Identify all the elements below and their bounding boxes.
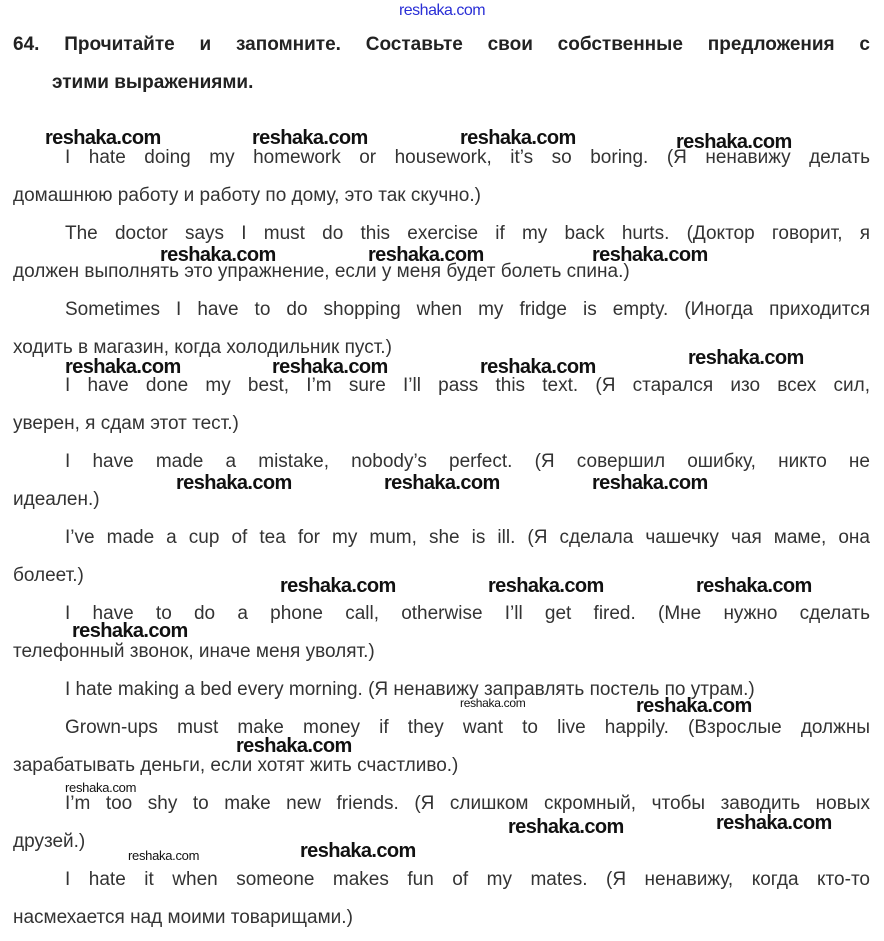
paragraph-first-line: I hate doing my homework or housework, it’s so boring. (Я ненавижу делать xyxy=(65,147,870,168)
paragraph-line: ходить в магазин, когда холодильник пуст.) xyxy=(13,337,392,358)
paragraph-line: насмехается над моими товарищами.) xyxy=(13,907,353,928)
watermark: reshaka.com xyxy=(176,472,292,494)
paragraph-line: домашнюю работу и работу по дому, это так скучно.) xyxy=(13,185,481,206)
watermark: reshaka.com xyxy=(45,127,161,149)
paragraph-first-line: I have made a mistake, nobody’s perfect. (Я совершил ошибку, никто не xyxy=(65,451,870,472)
watermark: reshaka.com xyxy=(716,812,832,834)
watermark: reshaka.com xyxy=(252,127,368,149)
watermark: reshaka.com xyxy=(128,848,200,863)
paragraph-line: идеален.) xyxy=(13,489,100,510)
watermark: reshaka.com xyxy=(300,840,416,862)
watermark: reshaka.com xyxy=(160,244,276,266)
exercise-title-line1: 64. Прочитайте и запомните. Составьте свои собственные предложения с xyxy=(13,34,870,55)
watermark: reshaka.com xyxy=(72,620,188,642)
paragraph-line: друзей.) xyxy=(13,831,86,852)
exercise-title xyxy=(13,33,870,95)
paragraph-first-line: The doctor says I must do this exercise if my back hurts. (Доктор говорит, я xyxy=(65,223,870,244)
paragraph-first-line: I’m too shy to make new friends. (Я слишком скромный, чтобы заводить новых xyxy=(65,793,870,814)
exercise-title-line2: этими выражениями. xyxy=(52,72,254,93)
paragraph-first-line: I’ve made a cup of tea for my mum, she is ill. (Я сделала чашечку чая маме, она xyxy=(65,527,870,548)
paragraph-line: телефонный звонок, иначе меня уволят.) xyxy=(13,641,375,662)
watermark: reshaka.com xyxy=(676,131,792,153)
watermark: reshaka.com xyxy=(368,244,484,266)
paragraph-line: уверен, я сдам этот тест.) xyxy=(13,413,239,434)
watermark: reshaka.com xyxy=(488,575,604,597)
paragraph-first-line: I hate it when someone makes fun of my mates. (Я ненавижу, когда кто-то xyxy=(65,869,870,890)
paragraph-first-line: I have to do a phone call, otherwise I’ll get fired. (Мне нужно сделать xyxy=(65,603,870,624)
watermark: reshaka.com xyxy=(688,347,804,369)
paragraph-line: должен выполнять это упражнение, если у меня будет болеть спина.) xyxy=(13,261,630,282)
watermark: reshaka.com xyxy=(592,244,708,266)
watermark: reshaka.com xyxy=(460,696,526,710)
paragraph-first-line: Grown-ups must make money if they want to live happily. (Взрослые должны xyxy=(65,717,870,738)
watermark: reshaka.com xyxy=(280,575,396,597)
watermark: reshaka.com xyxy=(592,472,708,494)
paragraph-line: болеет.) xyxy=(13,565,84,586)
watermark: reshaka.com xyxy=(236,735,352,757)
paragraph-first-line: Sometimes I have to do shopping when my fridge is empty. (Иногда приходится xyxy=(65,299,870,320)
watermark: reshaka.com xyxy=(460,127,576,149)
watermark: reshaka.com xyxy=(272,356,388,378)
watermark: reshaka.com xyxy=(508,816,624,838)
watermark: reshaka.com xyxy=(480,356,596,378)
watermark: reshaka.com xyxy=(65,356,181,378)
watermark: reshaka.com xyxy=(65,780,137,795)
watermark: reshaka.com xyxy=(636,695,752,717)
paragraph-first-line: I have done my best, I’m sure I’ll pass this text. (Я старался изо всех сил, xyxy=(65,375,870,396)
watermark: reshaka.com xyxy=(696,575,812,597)
paragraph-first-line: I hate making a bed every morning. (Я ненавижу заправлять постель по утрам.) xyxy=(65,679,755,700)
paragraph-line: зарабатывать деньги, если хотят жить счастливо.) xyxy=(13,755,459,776)
watermark: reshaka.com xyxy=(384,472,500,494)
header-watermark: reshaka.com xyxy=(398,2,486,19)
